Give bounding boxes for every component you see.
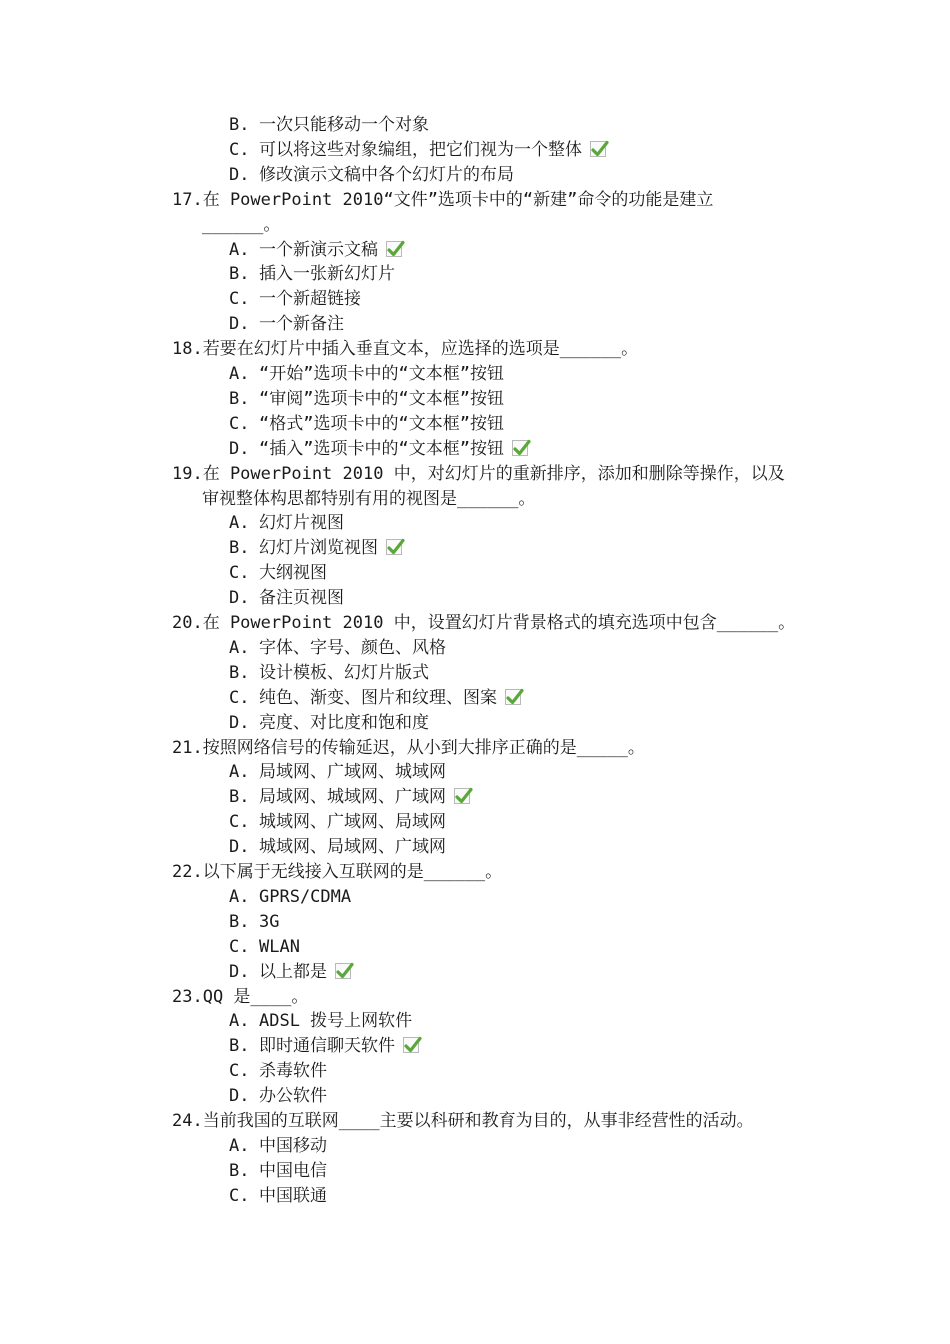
option-letter: D. [229, 712, 250, 733]
question-text: 24.当前我国的互联网____主要以科研和教育为目的，从事非经营性的活动。 [172, 1111, 754, 1131]
option-text: 备注页视图 [259, 588, 344, 609]
option-text: “开始”选项卡中的“文本框”按钮 [259, 364, 504, 384]
checkmark-icon [386, 241, 402, 257]
answer-option [229, 412, 504, 437]
option-text: 字体、字号、颜色、风格 [259, 637, 446, 658]
answer-option [229, 1034, 419, 1059]
question-text: 18.若要在幻灯片中插入垂直文本，应选择的选项是______。 [172, 339, 639, 360]
option-letter: B. [229, 911, 250, 932]
answer-option [229, 511, 344, 536]
answer-option [229, 1159, 327, 1184]
option-letter: B. [229, 388, 250, 409]
answer-option [229, 163, 514, 188]
option-letter: D. [229, 164, 250, 185]
option-letter: C. [229, 812, 250, 833]
option-letter: D. [229, 961, 250, 982]
answer-option [229, 561, 327, 586]
option-letter: A. [229, 364, 250, 384]
answer-option [229, 636, 446, 661]
option-text: “插入”选项卡中的“文本框”按钮 [259, 438, 504, 459]
answer-option [229, 287, 361, 312]
option-text: 以上都是 [259, 961, 327, 982]
option-letter: C. [229, 1185, 250, 1206]
option-text: 城域网、局域网、广域网 [259, 837, 446, 858]
question-text: 19.在 PowerPoint 2010 中，对幻灯片的重新排序，添加和删除等操作，以及 [172, 463, 785, 484]
option-text: 办公软件 [259, 1086, 327, 1107]
option-text: WLAN [259, 936, 300, 957]
answer-option [229, 1134, 327, 1159]
option-text: 中国联通 [259, 1185, 327, 1206]
option-text: 中国移动 [259, 1135, 327, 1156]
answer-option [229, 362, 504, 387]
option-letter: D. [229, 1086, 250, 1107]
checkmark-icon [403, 1037, 419, 1053]
option-text: 一个新超链接 [259, 289, 361, 310]
option-text: 插入一张新幻灯片 [259, 264, 395, 285]
answer-option [229, 661, 429, 686]
option-text: 即时通信聊天软件 [259, 1036, 395, 1057]
option-text: 一次只能移动一个对象 [259, 115, 429, 135]
option-letter: C. [229, 289, 250, 310]
question-text: 23.QQ 是____。 [172, 986, 309, 1007]
option-letter: A. [229, 1011, 250, 1032]
option-text: 杀毒软件 [259, 1061, 327, 1082]
checkmark-icon [454, 788, 470, 804]
answer-option [229, 1059, 327, 1084]
option-letter: B. [229, 787, 250, 808]
option-text: “审阅”选项卡中的“文本框”按钮 [259, 388, 504, 409]
option-letter: B. [229, 538, 250, 559]
option-text: 亮度、对比度和饱和度 [259, 712, 429, 733]
checkmark-icon [512, 440, 528, 456]
option-text: 幻灯片视图 [259, 513, 344, 534]
option-text: 中国电信 [259, 1160, 327, 1181]
answer-option [229, 312, 344, 337]
answer-option [229, 238, 402, 263]
answer-option [229, 835, 446, 860]
option-letter: A. [229, 1135, 250, 1156]
option-letter: A. [229, 762, 250, 783]
option-text: 局域网、广域网、城域网 [259, 762, 446, 783]
option-text: GPRS/CDMA [259, 886, 352, 907]
answer-option [229, 387, 504, 412]
option-letter: C. [229, 139, 250, 160]
checkmark-icon [386, 539, 402, 555]
question-text: 22.以下属于无线接入互联网的是______。 [172, 862, 503, 882]
answer-option [229, 262, 395, 287]
answer-option [229, 711, 429, 736]
option-letter: B. [229, 115, 250, 135]
option-letter: D. [229, 588, 250, 609]
option-letter: B. [229, 662, 250, 683]
answer-option [229, 785, 470, 810]
option-text: 一个新备注 [259, 314, 344, 335]
option-text: 城域网、广域网、局域网 [259, 812, 446, 833]
checkmark-icon [335, 963, 351, 979]
option-text: 纯色、渐变、图片和纹理、图案 [259, 687, 497, 708]
option-letter: C. [229, 936, 250, 957]
option-letter: A. [229, 637, 250, 658]
option-text: 幻灯片浏览视图 [259, 538, 378, 559]
option-text: 可以将这些对象编组，把它们视为一个整体 [259, 139, 582, 160]
answer-option [229, 113, 429, 138]
checkmark-icon [590, 141, 606, 157]
answer-option [229, 1184, 327, 1209]
option-letter: C. [229, 413, 250, 434]
question-text: 20.在 PowerPoint 2010 中，设置幻灯片背景格式的填充选项中包含______。 [172, 613, 796, 633]
answer-option [229, 586, 344, 611]
answer-option [229, 910, 279, 935]
answer-option [229, 138, 606, 163]
option-letter: A. [229, 513, 250, 534]
option-text: 大纲视图 [259, 563, 327, 584]
option-letter: A. [229, 886, 250, 907]
question-text: 17.在 PowerPoint 2010“文件”选项卡中的“新建”命令的功能是建立 [172, 189, 714, 210]
option-text: 局域网、城域网、广域网 [259, 787, 446, 808]
option-text: 一个新演示文稿 [259, 239, 378, 260]
answer-option [229, 760, 446, 785]
option-letter: D. [229, 837, 250, 858]
checkmark-icon [505, 689, 521, 705]
question-text-continued: 审视整体构思都特别有用的视图是______。 [202, 488, 536, 509]
answer-option [229, 885, 351, 910]
option-text: “格式”选项卡中的“文本框”按钮 [259, 413, 504, 434]
answer-option [229, 935, 300, 960]
answer-option [229, 810, 446, 835]
option-letter: C. [229, 687, 250, 708]
option-letter: B. [229, 1160, 250, 1181]
option-letter: C. [229, 563, 250, 584]
option-text: ADSL 拨号上网软件 [259, 1011, 413, 1032]
answer-option [229, 686, 521, 711]
option-letter: B. [229, 1036, 250, 1057]
option-letter: D. [229, 438, 250, 459]
answer-option [229, 960, 351, 985]
answer-option [229, 1084, 327, 1109]
option-letter: B. [229, 264, 250, 285]
option-text: 3G [259, 911, 280, 932]
option-letter: C. [229, 1061, 250, 1082]
answer-option [229, 1009, 412, 1034]
option-letter: D. [229, 314, 250, 335]
question-text-continued: ______。 [202, 214, 281, 235]
option-letter: A. [229, 239, 250, 260]
question-text: 21.按照网络信号的传输延迟，从小到大排序正确的是_____。 [172, 737, 645, 758]
option-text: 设计模板、幻灯片版式 [259, 662, 429, 683]
answer-option [229, 437, 528, 462]
answer-option [229, 536, 402, 561]
option-text: 修改演示文稿中各个幻灯片的布局 [259, 164, 514, 185]
